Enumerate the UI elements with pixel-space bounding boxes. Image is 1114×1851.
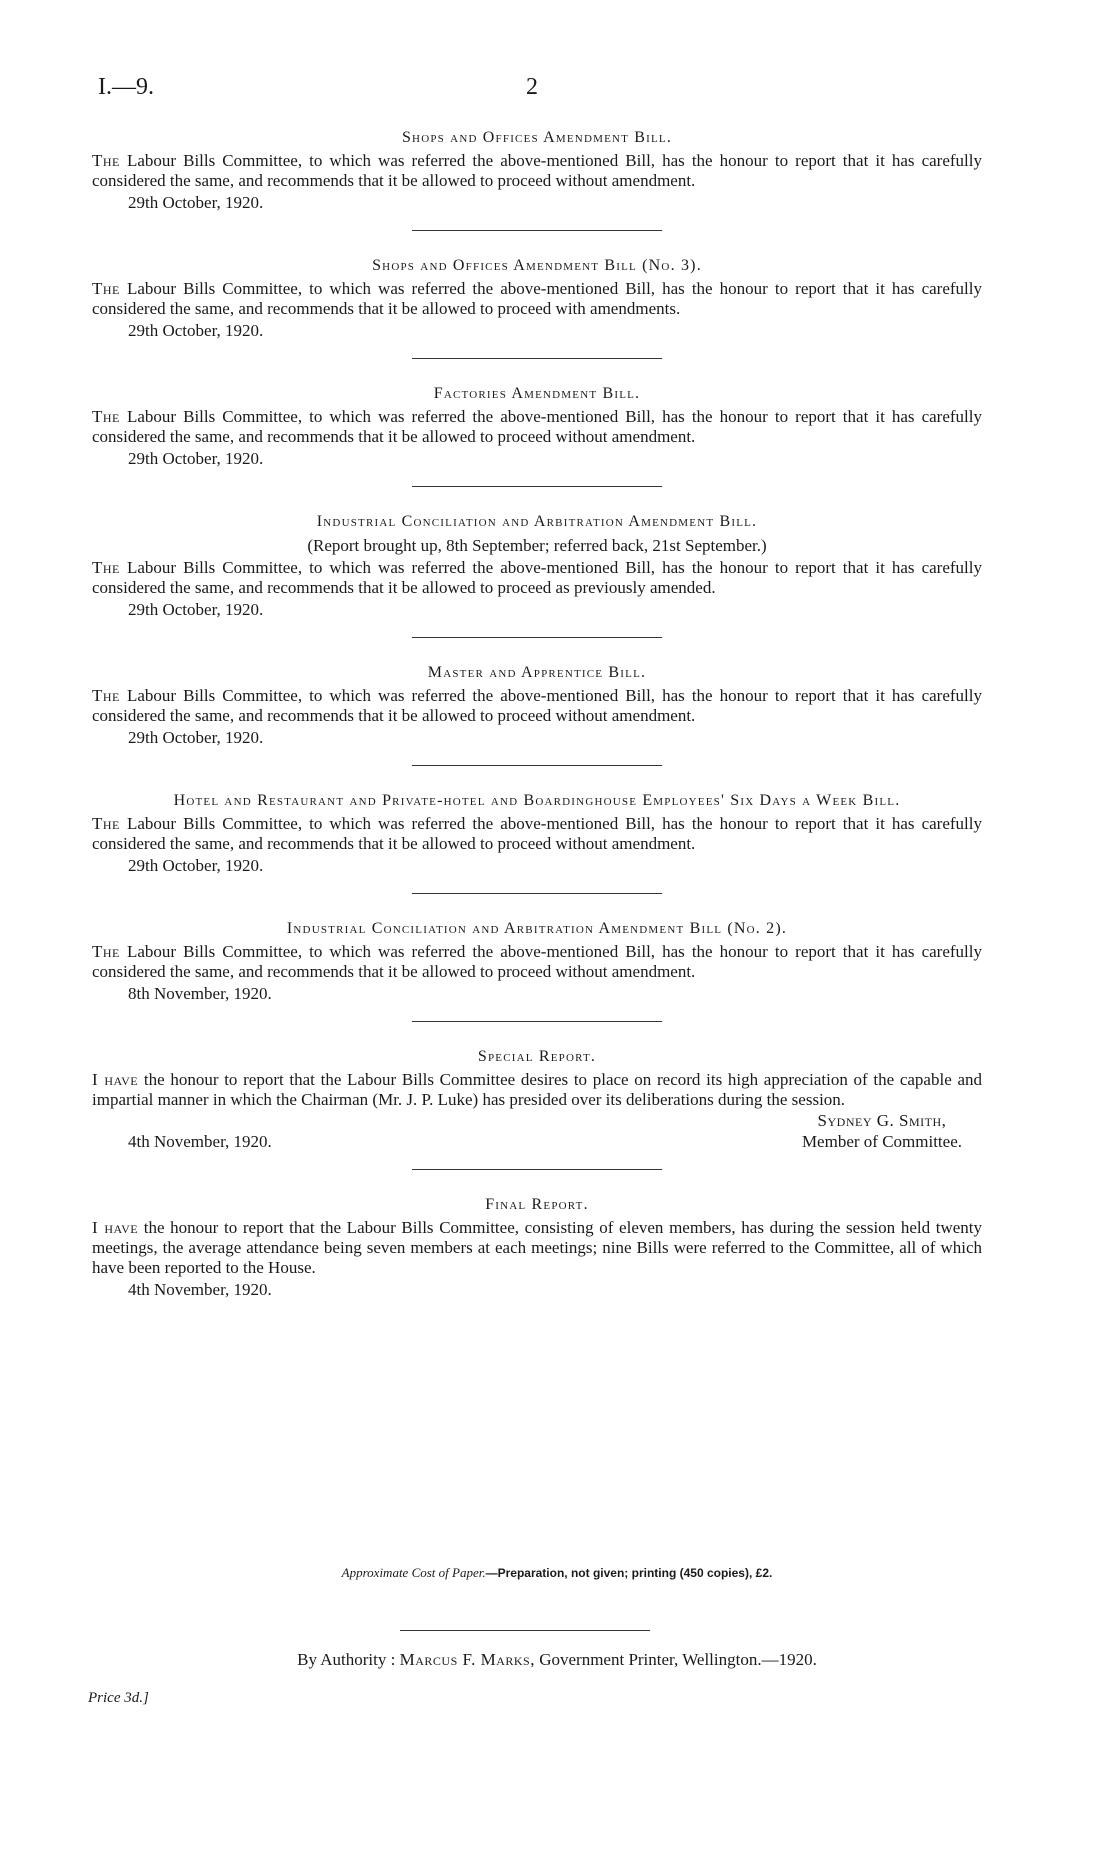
section-title: Final Report. <box>485 1196 589 1213</box>
final-report <box>92 1195 982 1300</box>
signatory-role: Member of Committee. <box>801 1132 962 1151</box>
section-date: 29th October, 1920. <box>128 193 264 212</box>
report-factories <box>92 384 982 487</box>
signatory-name: Sydney G. Smith, <box>817 1111 947 1130</box>
section-date: 4th November, 1920. <box>128 1280 272 1299</box>
document-reference: I.—9. <box>98 74 154 100</box>
section-title: Industrial Conciliation and Arbitration Amendment Bill (No. 2). <box>286 920 788 937</box>
page-number: 2 <box>526 74 538 100</box>
document-body <box>92 128 982 1300</box>
section-title: Shops and Offices Amendment Bill (No. 3). <box>372 257 702 274</box>
signature-block <box>802 1110 962 1152</box>
section-paragraph: The Labour Bills Committee, to which was referred the above-mentioned Bill, has the honour to report that it has carefully considered the same, and recommends that it be allowed to proceed without amendment. <box>92 686 982 725</box>
section-paragraph: The Labour Bills Committee, to which was referred the above-mentioned Bill, has the honour to report that it has carefully considered the same, and recommends that it be allowed to proceed without amendment. <box>92 407 982 446</box>
section-date: 29th October, 1920. <box>128 600 264 619</box>
price-label: Price 3d.] <box>88 1690 149 1706</box>
divider <box>412 637 662 638</box>
divider <box>412 1169 662 1170</box>
section-date: 29th October, 1920. <box>128 321 264 340</box>
report-industrial-conciliation-no2 <box>92 919 982 1022</box>
section-paragraph: The Labour Bills Committee, to which was referred the above-mentioned Bill, has the honour to report that it has carefully considered the same, and recommends that it be allowed to proceed as previously amended. <box>92 558 982 597</box>
section-title: Industrial Conciliation and Arbitration Amendment Bill. <box>316 513 758 530</box>
section-title: Factories Amendment Bill. <box>433 385 641 402</box>
divider <box>400 1630 650 1631</box>
section-paragraph: I have the honour to report that the Labour Bills Committee, consisting of eleven members, has during the session held twenty meetings, the average attendance being seven members at each meetings; nine Bills were referred to the Committee, all of which have been reported to the House. <box>92 1218 983 1277</box>
printer-authority: By Authority : Marcus F. Marks, Government Printer, Wellington.—1920. <box>297 1650 817 1669</box>
section-paragraph: The Labour Bills Committee, to which was referred the above-mentioned Bill, has the honour to report that it has carefully considered the same, and recommends that it be allowed to proceed with amendments. <box>92 279 982 318</box>
signature-row <box>92 1110 982 1152</box>
section-date: 8th November, 1920. <box>128 984 272 1003</box>
divider <box>412 893 662 894</box>
divider <box>412 1021 662 1022</box>
divider <box>412 765 662 766</box>
section-date: 29th October, 1920. <box>128 449 264 468</box>
special-report <box>92 1047 982 1170</box>
divider <box>412 358 662 359</box>
section-title: Shops and Offices Amendment Bill. <box>401 129 673 146</box>
divider <box>412 486 662 487</box>
section-paragraph: The Labour Bills Committee, to which was referred the above-mentioned Bill, has the honour to report that it has carefully considered the same, and recommends that it be allowed to proceed without amendment. <box>92 942 982 981</box>
section-date: 29th October, 1920. <box>128 728 264 747</box>
section-date: 29th October, 1920. <box>128 856 264 875</box>
section-title: Hotel and Restaurant and Private-hotel and Boardinghouse Employees' Six Days a Week Bill. <box>173 792 901 809</box>
divider <box>412 230 662 231</box>
section-paragraph: The Labour Bills Committee, to which was referred the above-mentioned Bill, has the honour to report that it has carefully considered the same, and recommends that it be allowed to proceed without amendment. <box>92 814 982 853</box>
section-paragraph: I have the honour to report that the Labour Bills Committee desires to place on record its high appreciation of the capable and impartial manner in which the Chairman (Mr. J. P. Luke) has presided over its deliberations during the session. <box>92 1070 982 1109</box>
section-subtitle: (Report brought up, 8th September; referred back, 21st September.) <box>307 536 767 555</box>
report-master-apprentice <box>92 663 982 766</box>
cost-note: Approximate Cost of Paper.—Preparation, not given; printing (450 copies), £2. <box>341 1565 773 1580</box>
report-hotel-restaurant <box>92 791 982 894</box>
report-shops-offices <box>92 128 982 231</box>
section-title: Master and Apprentice Bill. <box>427 664 647 681</box>
report-industrial-conciliation <box>92 512 982 638</box>
section-date: 4th November, 1920. <box>128 1132 272 1151</box>
report-shops-offices-no3 <box>92 256 982 359</box>
section-paragraph: The Labour Bills Committee, to which was referred the above-mentioned Bill, has the honour to report that it has carefully considered the same, and recommends that it be allowed to proceed without amendment. <box>92 151 982 190</box>
section-title: Special Report. <box>477 1048 597 1065</box>
